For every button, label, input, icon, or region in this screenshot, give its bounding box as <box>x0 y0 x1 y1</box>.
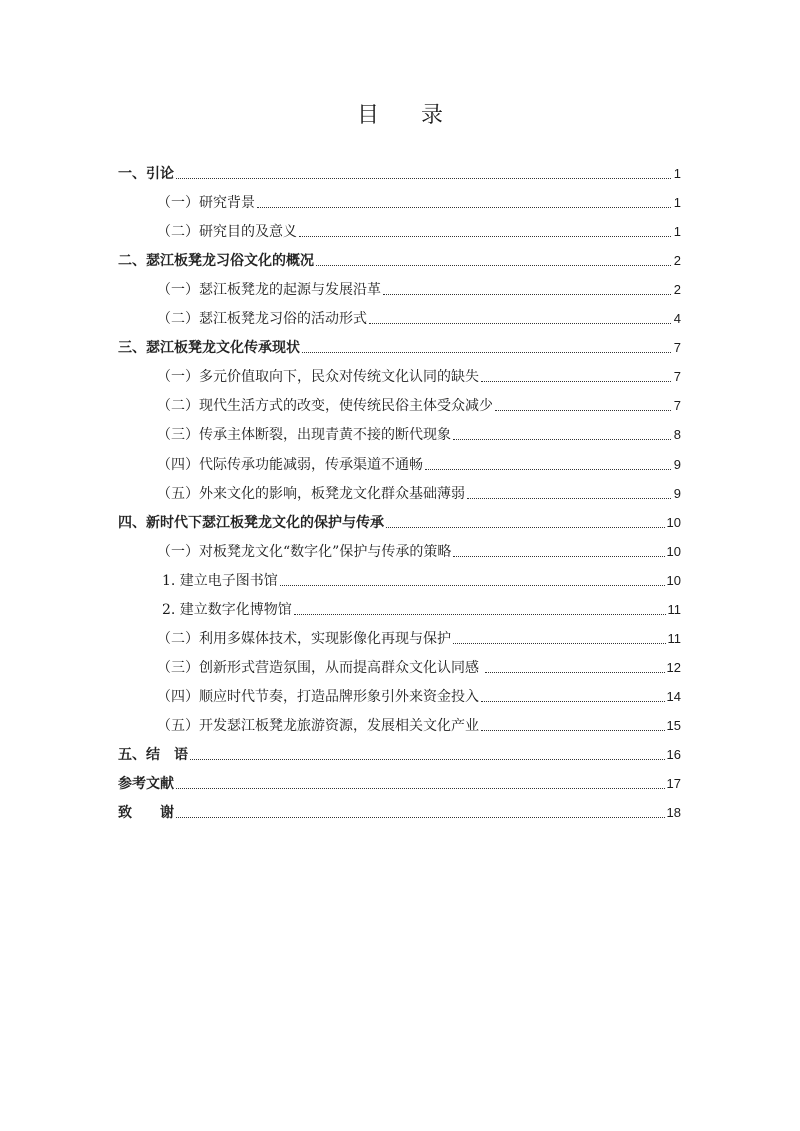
toc-dot-leader <box>294 614 666 615</box>
toc-entry[interactable] <box>118 765 681 794</box>
toc-page-number: 16 <box>666 746 681 762</box>
toc-page-number: 10 <box>666 514 681 530</box>
toc-entry[interactable] <box>118 329 681 358</box>
toc-dot-leader <box>425 469 671 470</box>
toc-entry[interactable] <box>118 271 681 300</box>
toc-page-number: 18 <box>666 805 681 821</box>
toc-entry-label: 二、瑟江板凳龙习俗文化的概况 <box>118 253 314 270</box>
toc-dot-leader <box>176 817 665 818</box>
toc-entry-label: 参考文献 <box>118 776 174 793</box>
toc-entry[interactable] <box>118 300 681 329</box>
toc-entry[interactable] <box>118 504 681 533</box>
toc-entry[interactable] <box>118 562 681 591</box>
toc-entry[interactable] <box>118 213 681 242</box>
toc-dot-leader <box>383 294 671 295</box>
toc-page-number: 11 <box>667 601 681 617</box>
toc-page-number: 9 <box>673 456 681 472</box>
toc-entry[interactable] <box>118 794 681 823</box>
toc-dot-leader <box>485 672 664 673</box>
toc-dot-leader <box>386 527 665 528</box>
toc-dot-leader <box>190 759 665 760</box>
toc-entry-label: （一）瑟江板凳龙的起源与发展沿革 <box>157 282 381 299</box>
toc-entry-label: （三）传承主体断裂，出现青黄不接的断代现象 <box>157 427 451 444</box>
toc-page-number: 2 <box>673 282 681 298</box>
title-char-1: 目 <box>356 103 379 128</box>
toc-entry-label: 致 谢 <box>118 805 174 822</box>
toc-entry[interactable] <box>118 155 681 184</box>
toc-page-number: 7 <box>673 340 681 356</box>
toc-entry[interactable] <box>118 678 681 707</box>
toc-dot-leader <box>453 643 666 644</box>
toc-entry-label: （一）对板凳龙文化“数字化”保护与传承的策略 <box>157 543 452 560</box>
toc-page-number: 14 <box>666 688 681 704</box>
toc-dot-leader <box>467 498 671 499</box>
toc-entry[interactable] <box>118 591 681 620</box>
toc-entry-label: 2. 建立数字化博物馆 <box>162 601 292 618</box>
toc-entry[interactable] <box>118 620 681 649</box>
toc-entry[interactable] <box>118 649 681 678</box>
toc-entry[interactable] <box>118 533 681 562</box>
page-title <box>0 98 800 129</box>
toc-entry-label: （二）现代生活方式的改变，使传统民俗主体受众减少 <box>157 398 493 415</box>
toc-dot-leader <box>481 381 671 382</box>
toc-dot-leader <box>481 730 665 731</box>
toc-entry-label: 四、新时代下瑟江板凳龙文化的保护与传承 <box>118 514 384 531</box>
toc-entry-label: （二）瑟江板凳龙习俗的活动形式 <box>157 311 367 328</box>
toc-entry[interactable] <box>118 242 681 271</box>
toc-dot-leader <box>257 207 671 208</box>
toc-page-number: 1 <box>673 195 681 211</box>
toc-entry-label: 一、引论 <box>118 166 174 183</box>
toc-page-number: 17 <box>666 776 681 792</box>
toc-entry-label: （一）研究背景 <box>157 195 255 212</box>
toc-dot-leader <box>299 236 671 237</box>
toc-entry-label: （二）利用多媒体技术，实现影像化再现与保护 <box>157 630 451 647</box>
toc-entry[interactable] <box>118 358 681 387</box>
toc-entry[interactable] <box>118 707 681 736</box>
toc-entry[interactable] <box>118 736 681 765</box>
toc-page-number: 15 <box>666 717 681 733</box>
toc-dot-leader <box>176 788 665 789</box>
toc-page-number: 2 <box>673 253 681 269</box>
toc-entry-label: （五）开发瑟江板凳龙旅游资源，发展相关文化产业 <box>157 717 479 734</box>
toc-entry-label: 1. 建立电子图书馆 <box>162 572 278 589</box>
toc-entry[interactable] <box>118 445 681 474</box>
title-char-2: 录 <box>421 103 444 128</box>
toc-page-number: 12 <box>666 659 681 675</box>
toc-page-number: 7 <box>673 398 681 414</box>
toc-entry-label: （三）创新形式营造氛围，从而提高群众文化认同感 <box>157 659 484 676</box>
toc-entry-label: （二）研究目的及意义 <box>157 224 297 241</box>
toc-dot-leader <box>280 585 665 586</box>
toc-entry[interactable] <box>118 416 681 445</box>
toc-page-number: 9 <box>673 485 681 501</box>
toc-page-number: 11 <box>667 630 681 646</box>
toc-dot-leader <box>453 439 671 440</box>
toc-page-number: 7 <box>673 369 681 385</box>
toc-page-number: 10 <box>666 572 681 588</box>
toc-page-number: 10 <box>666 543 681 559</box>
toc-dot-leader <box>453 556 664 557</box>
toc-page-number: 4 <box>673 311 681 327</box>
toc-dot-leader <box>176 178 671 179</box>
toc-dot-leader <box>481 701 665 702</box>
toc-entry[interactable] <box>118 387 681 416</box>
toc-entry[interactable] <box>118 184 681 213</box>
toc-page-number: 1 <box>673 224 681 240</box>
toc-entry-label: （四）代际传承功能减弱，传承渠道不通畅 <box>157 456 423 473</box>
table-of-contents <box>118 155 681 823</box>
toc-entry-label: （五）外来文化的影响，板凳龙文化群众基础薄弱 <box>157 485 465 502</box>
toc-entry[interactable] <box>118 475 681 504</box>
toc-page-number: 1 <box>673 166 681 182</box>
toc-dot-leader <box>495 410 671 411</box>
toc-page-number: 8 <box>673 427 681 443</box>
toc-dot-leader <box>302 352 671 353</box>
toc-entry-label: （一）多元价值取向下，民众对传统文化认同的缺失 <box>157 369 479 386</box>
toc-entry-label: 五、结 语 <box>118 746 188 763</box>
toc-dot-leader <box>369 323 671 324</box>
toc-entry-label: 三、瑟江板凳龙文化传承现状 <box>118 340 300 357</box>
toc-entry-label: （四）顺应时代节奏，打造品牌形象引外来资金投入 <box>157 688 479 705</box>
toc-dot-leader <box>316 265 671 266</box>
